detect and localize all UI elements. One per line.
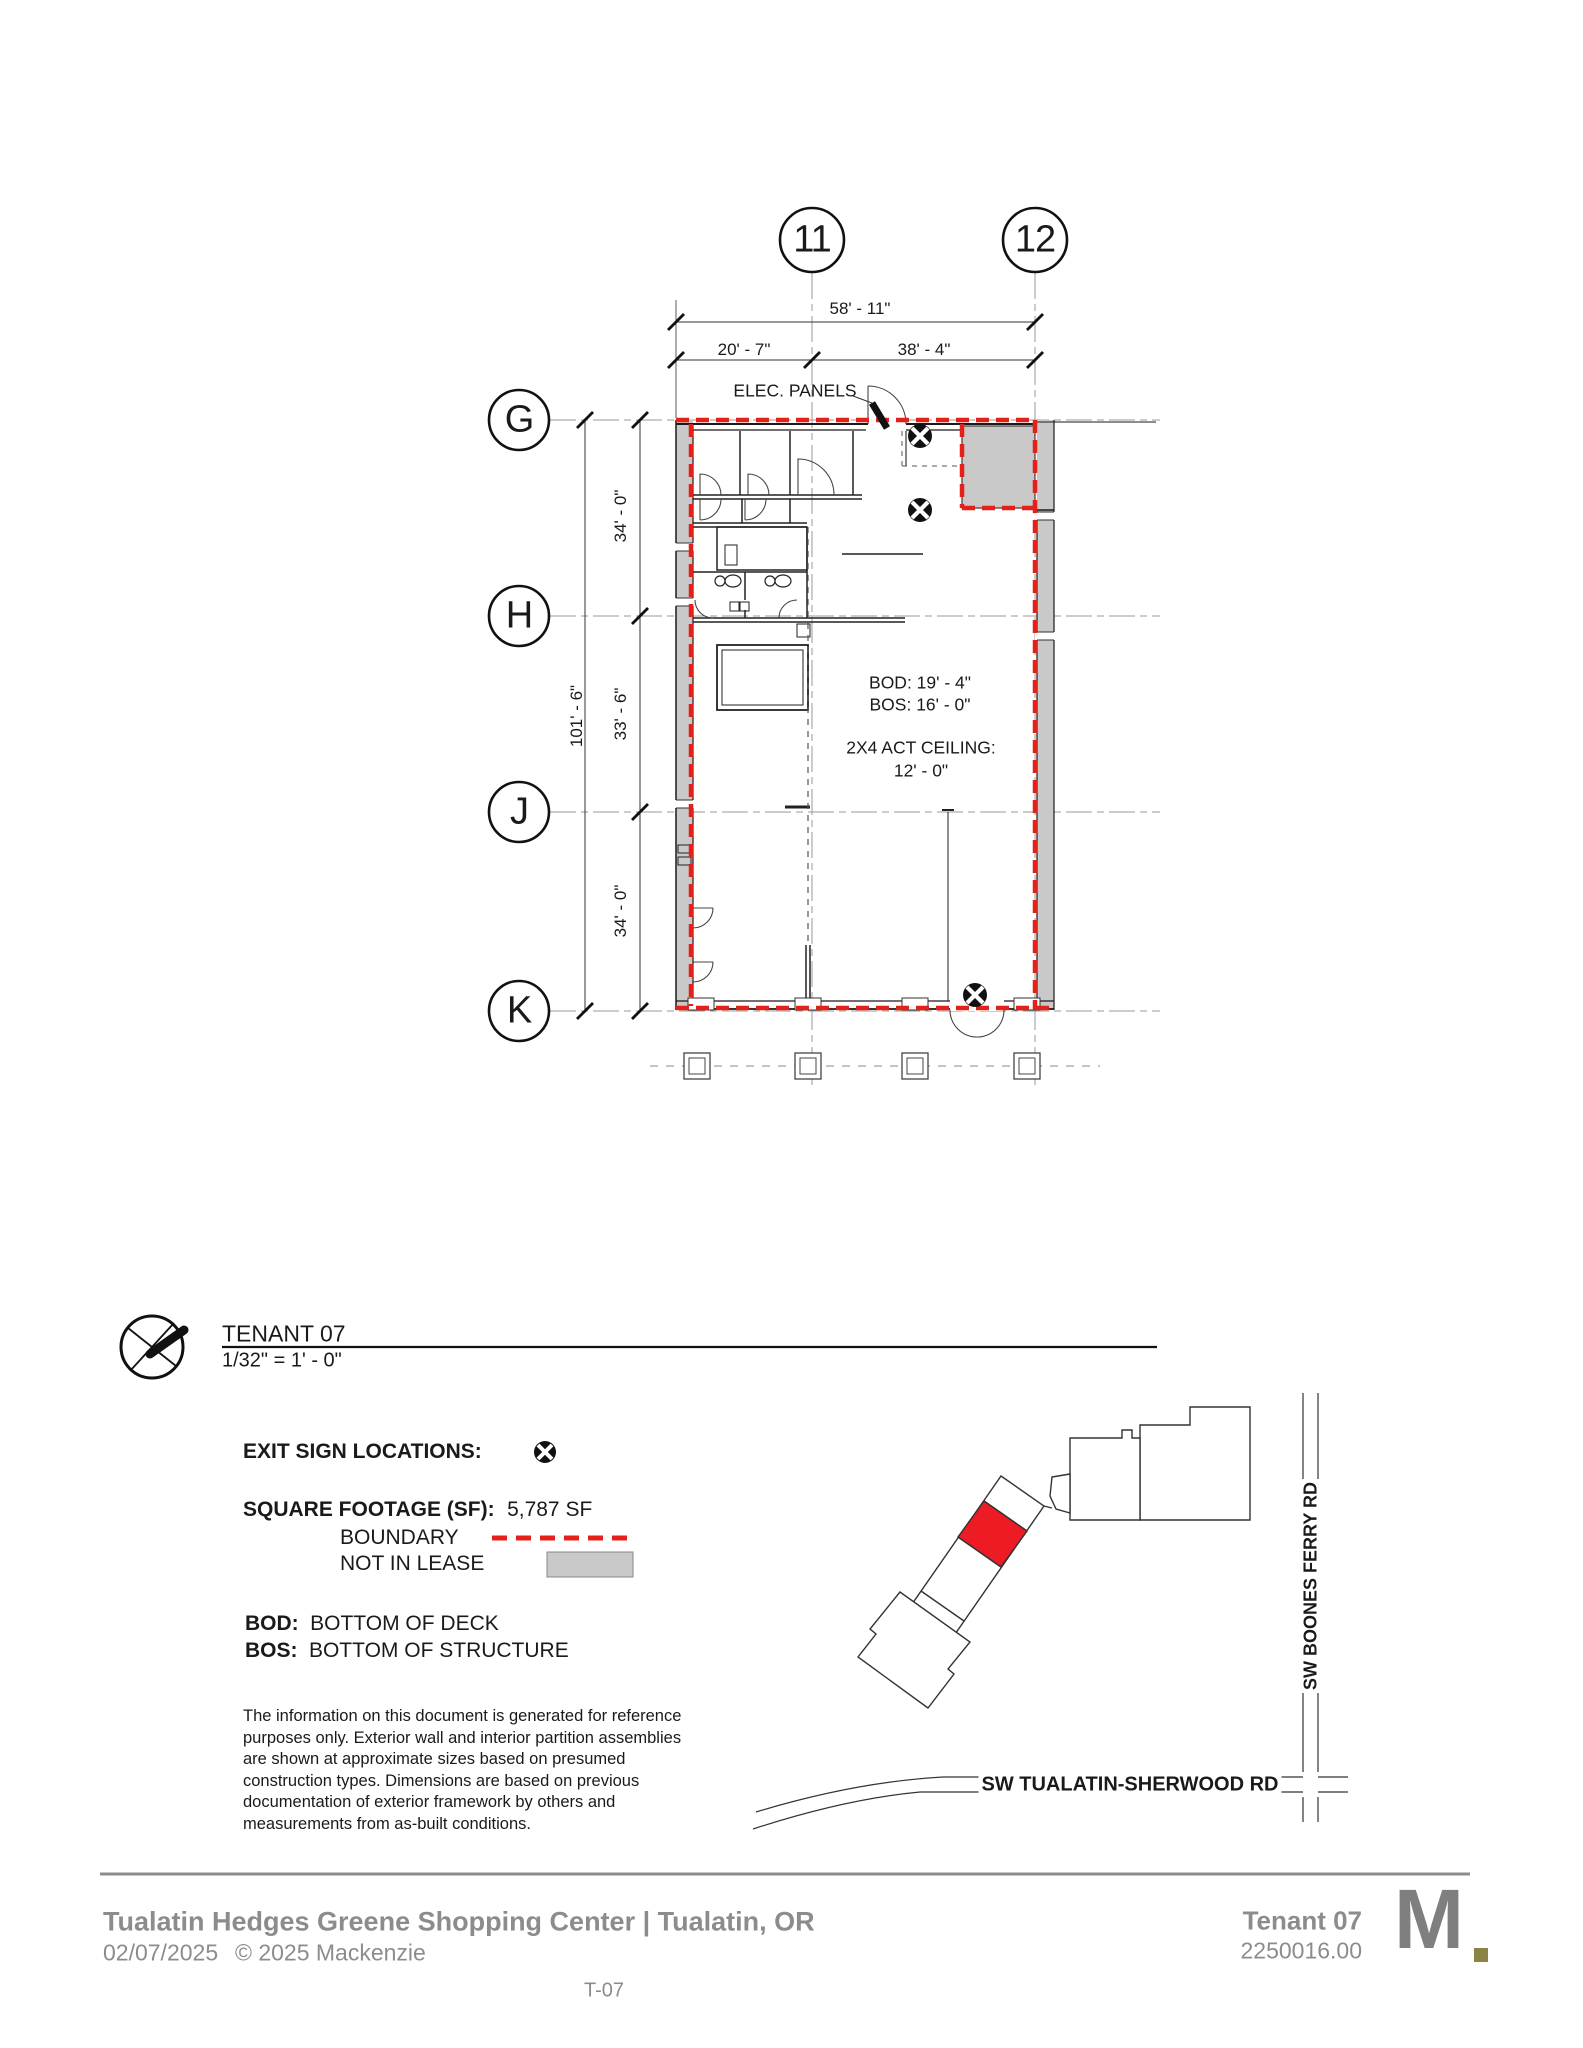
bos-text: BOTTOM OF STRUCTURE: [308, 1639, 569, 1662]
footer-project-number: 2250016.00: [1240, 1937, 1362, 1964]
restroom-fixtures: [715, 575, 791, 611]
site-map: [858, 1407, 1250, 1708]
ceiling-annotation-2: 12' - 0": [893, 760, 949, 781]
grid-bubble-k: K: [506, 989, 532, 1032]
grid-bubble-j: J: [510, 790, 528, 833]
square-footage-label: SQUARE FOOTAGE (SF):: [243, 1498, 495, 1521]
dim-bay-left: 20' - 7": [717, 340, 771, 359]
footer-date: 02/07/2025: [103, 1939, 219, 1966]
grid-bubble-h: H: [505, 594, 533, 637]
square-footage-row: [243, 1498, 592, 1522]
dim-overall-depth: 101' - 6": [567, 684, 586, 748]
grid-bubble-g: G: [504, 398, 534, 441]
column-footings: [650, 1053, 1100, 1079]
bos-abbr: BOS:: [245, 1639, 298, 1662]
dim-bay-hj: 33' - 6": [611, 687, 630, 741]
bod-annotation: BOD: 19' - 4": [869, 672, 971, 693]
grid-bubble-12: 12: [1014, 218, 1056, 261]
ceiling-annotation-1: 2X4 ACT CEILING:: [846, 737, 996, 758]
dim-bay-jk: 34' - 0": [611, 884, 630, 938]
view-scale: 1/32" = 1' - 0": [222, 1349, 342, 1372]
dimension-lines: [585, 300, 1035, 1011]
bod-abbr: BOD:: [245, 1612, 299, 1635]
not-in-lease-legend-label: NOT IN LEASE: [340, 1552, 485, 1575]
wall-break-caps: [676, 512, 1054, 808]
road-label-tualatin-sherwood: SW TUALATIN-SHERWOOD RD: [978, 1774, 1281, 1797]
elec-panels-label: ELEC. PANELS: [733, 380, 857, 401]
dim-bay-gh: 34' - 0": [611, 489, 630, 543]
site-map-roads: [753, 1393, 1348, 1829]
bos-definition-row: [245, 1639, 569, 1663]
road-label-boones-ferry: SW BOONES FERRY RD: [1301, 1479, 1322, 1693]
mackenzie-logo-dot: [1474, 1948, 1488, 1962]
view-title: TENANT 07: [222, 1320, 346, 1347]
footer-copyright: © 2025 Mackenzie: [235, 1939, 426, 1966]
mackenzie-logo: M: [1394, 1872, 1464, 1966]
footer-project-title: Tualatin Hedges Greene Shopping Center | Tualatin, OR: [103, 1906, 815, 1937]
bod-text: BOTTOM OF DECK: [310, 1612, 499, 1635]
grid-bubbles: [489, 208, 1067, 1041]
boundary-legend-label: BOUNDARY: [340, 1526, 459, 1549]
exit-sign-legend-label: EXIT SIGN LOCATIONS:: [243, 1440, 482, 1463]
dim-overall-width: 58' - 11": [829, 299, 891, 318]
square-footage-value: 5,787 SF: [507, 1498, 593, 1521]
bod-definition-row: [245, 1612, 499, 1636]
grid-bubble-11: 11: [793, 218, 831, 261]
bos-annotation: BOS: 16' - 0": [869, 694, 971, 715]
dim-bay-right: 38' - 4": [897, 340, 951, 359]
disclaimer-paragraph: The information on this document is generated for reference purposes only. Exterior wall and interior partition assemblies are shown at approximate sizes based on presumed construction types. Dimensions are based on previous documentation of exterior framework by others and measurements from as-built conditions.: [243, 1707, 682, 1833]
sheet-number: T-07: [583, 1979, 625, 2002]
footer-tenant: Tenant 07: [1242, 1905, 1362, 1936]
